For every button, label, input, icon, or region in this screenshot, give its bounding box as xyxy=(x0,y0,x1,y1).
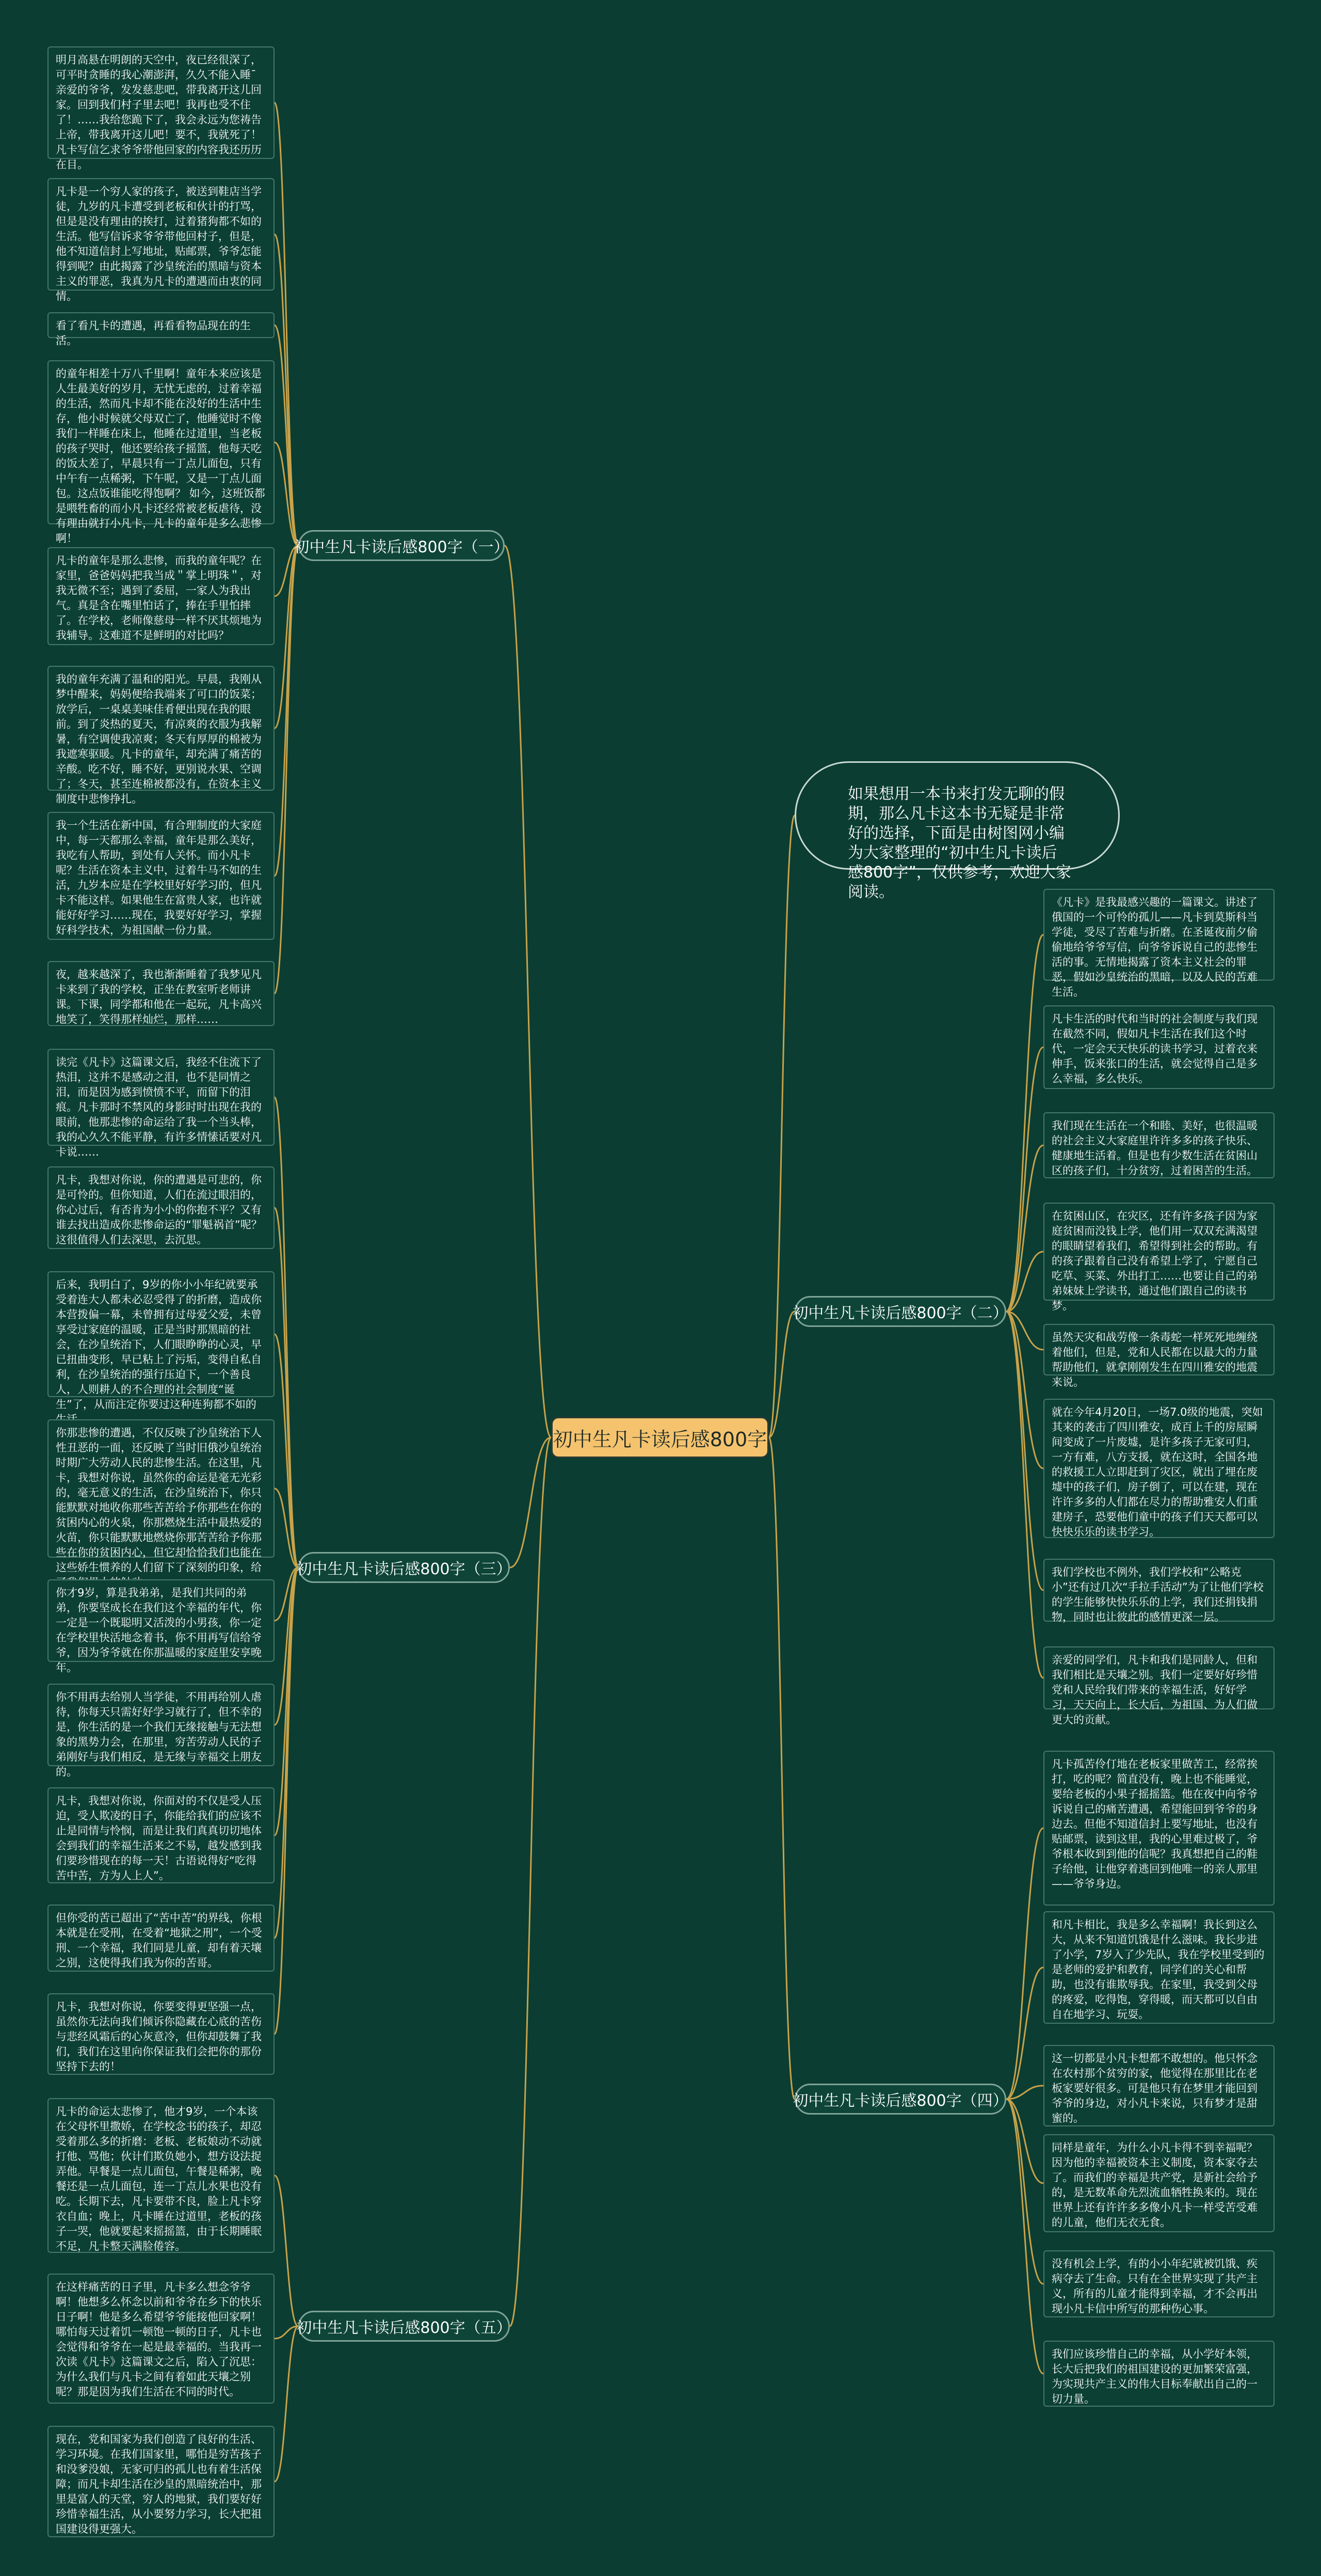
branch-1-leaf-6[interactable]: 我的童年充满了温和的阳光。早晨，我刚从梦中醒来，妈妈便给我端来了可口的饭菜；放学后，一桌桌美味佳肴便出现在我的眼前。到了炎热的夏天，有凉爽的衣服为我解暑，有空调使我凉爽；冬天有厚厚的棉被为我遮寒驱暖。凡卡的童年，却充满了痛苦的辛酸。吃不好，睡不好，更别说水果、空调了；冬天，甚至连棉被都没有，在资本主义制度中悲惨挣扎。 xyxy=(47,666,275,791)
intro-note: 如果想用一本书来打发无聊的假期，那么凡卡这本书无疑是非常好的选择，下面是由树图网小编为大家整理的“初中生凡卡读后感800字”，仅供参考，欢迎大家阅读。 xyxy=(795,761,1120,870)
branch-3-leaf-3[interactable]: 后来，我明白了，9岁的你小小年纪就要承受着连大人都未必忍受得了的折磨，造成你本营拨偏一幕，未曾拥有过母爱父爱，未曾享受过家庭的温暖，正是当时那黑暗的社会，在沙皇统治下，人们眼睁睁的心灵，早已扭曲变形，早已粘上了污垢，变得自私自利，在沙皇统治的强行压迫下，一个善良人，人则耕人的不合理的社会制度“诞生”了，从而注定你要过这种连狗都不如的 xyxy=(47,1271,275,1397)
branch-3-leaf-4[interactable]: 你那悲惨的遭遇，不仅反映了沙皇统治下人性丑恶的一面，还反映了当时旧俄沙皇统治时期广大劳动人民的悲惨生活。在这里，凡卡，我想对你说，虽然你的命运是毫无光彩的，毫无意义的生活，在沙皇统治下，你只能默默对地收你那些苦苦给予你那些在你的贫困内心的火泉，你那燃烧生活中最热爱的火苗，你只能默默地燃烧你那苦苦给予你那些在你的贫困内心，但它却恰恰我们也能在这些娇生惯养的人们留下了深刻的印象，给 xyxy=(47,1419,275,1558)
connector-branch-3-leaf-9 xyxy=(275,1567,298,2034)
connector-branch-5-leaf-3 xyxy=(275,2326,298,2482)
connector-branch-3-leaf-4 xyxy=(275,1489,298,1567)
connector-branch-3-leaf-7 xyxy=(275,1567,298,1835)
branch-3-leaf-8[interactable]: 但你受的苦已超出了“苦中苦”的界线，你根本就是在受刑，在受着“地狱之刑”，一个受刑、一个幸福，我们同是儿童，却有着天壤之别，这使得我们我为你的苦哥。 xyxy=(47,1905,275,1972)
connector-branch-2-leaf-3 xyxy=(1006,1145,1043,1311)
branch-4[interactable]: 初中生凡卡读后感800字（四） xyxy=(795,2084,1006,2115)
connector-branch-4-leaf-5 xyxy=(1006,2099,1043,2284)
branch-2-leaf-7[interactable]: 我们学校也不例外，我们学校和“公略克小”还有过几次“手拉手活动”为了让他们学校的学生能够快快乐乐的上学，我们还捐钱捐物，同时也让彼此的感情更深一层。 xyxy=(1043,1559,1275,1622)
connector-branch-2-leaf-7 xyxy=(1006,1311,1043,1590)
branch-1-leaf-4[interactable]: 的童年相差十万八千里啊！童年本来应该是人生最美好的岁月，无忧无虑的，过着幸福的生活，然而凡卡却不能在没好的生活中生存，他小时候就父母双亡了，他睡觉时不像我们一样睡在床上，他睡在过道里，当老板的孩子哭时，他还要给孩子摇篮，他每天吃的饭太差了，早晨只有一丁点儿面包，只有中午有一点稀粥，下午呢，又是一丁点儿面包。这点饭谁能吃得饱啊？ 如今，这班饭都是喂牲畜的而小凡卡还经常被老板虐待，没有理由就打小凡卡，凡卡的童年是多么悲惨啊！ xyxy=(47,360,275,524)
connector-branch-3-leaf-6 xyxy=(275,1567,298,1725)
branch-4-leaf-2[interactable]: 和凡卡相比，我是多么幸福啊！我长到这么大，从来不知道饥饿是什么滋味。我长步进了小学，7岁入了少先队，我在学校里受到的是老师的爱护和教育，同学们的关心和帮助，也没有谁欺辱我。在家里，我受到父母的疼爱，吃得饱，穿得暖，而天都可以自由自在地学习、玩耍。 xyxy=(1043,1911,1275,2024)
connector-branch-1-leaf-7 xyxy=(275,546,298,876)
branch-3[interactable]: 初中生凡卡读后感800字（三） xyxy=(298,1552,510,1583)
branch-5-leaf-1[interactable]: 凡卡的命运太悲惨了，他才9岁，一个本该在父母怀里撒娇，在学校念书的孩子，却忍受着那么多的折磨：老板、老板娘动不动就打他、骂他；伙计们欺负她小，想方设法捉弄他。早餐是一点儿面包，午餐是稀粥，晚餐还是一点儿面包，连一丁点儿水果也没有吃。长期下去，凡卡要带不良，脸上凡卡穿衣自血；晚上，凡卡睡在过道里，老板的孩子一哭，他就要起来摇摇篮，由于长期睡眠不足，凡卡整天满脸倦容。 xyxy=(47,2098,275,2253)
branch-3-leaf-1[interactable]: 读完《凡卡》这篇课文后，我经不住流下了热泪，这并不是感动之泪，也不是同情之泪，而是因为感到愤愤不平，而留下的泪痕。凡卡那时不禁风的身影时时出现在我的眼前，他那悲惨的命运给了我一个当头棒，我的心久久不能平静，有许多情愫话要对凡卡说…… xyxy=(47,1049,275,1146)
branch-2-leaf-3[interactable]: 我们现在生活在一个和睦、美好，也很温暖的社会主义大家庭里许许多多的孩子快乐、健康地生活着。但是也有少数生活在贫困山区的孩子们，十分贫穷，过着困苦的生活。 xyxy=(1043,1112,1275,1178)
branch-3-leaf-7[interactable]: 凡卡，我想对你说，你面对的不仅是受人压迫，受人欺凌的日子，你能给我们的应该不止是同情与怜悯，而是让我们真真切切地体会到我们的幸福生活来之不易，越发感到我们要珍惜现在的每一天！古语说得好“吃得苦中苦，方为人上人”。 xyxy=(47,1787,275,1883)
branch-4-leaf-4[interactable]: 同样是童年，为什么小凡卡得不到幸福呢？因为他的幸福被资本主义制度，资本家夺去了。而我们的幸福是共产党，是新社会给予的，是无数革命先烈流血牺牲换来的。现在世界上还有许许多多像小凡卡一样受苦受难的儿童，他们无衣无食。 xyxy=(1043,2134,1275,2232)
branch-2-leaf-5[interactable]: 虽然天灾和战劳像一条毒蛇一样死死地缠绕着他们，但是，党和人民都在以最大的力量帮助他们，就拿刚刚发生在四川雅安的地震来说。 xyxy=(1043,1324,1275,1375)
branch-2-leaf-8[interactable]: 亲爱的同学们，凡卡和我们是同龄人，但和我们相比是天壤之别。我们一定要好好珍惜党和人民给我们带来的幸福生活，好好学习，天天向上，长大后，为祖国、为人们做更大的贡献。 xyxy=(1043,1646,1275,1709)
connector-branch-3-leaf-3 xyxy=(275,1334,298,1567)
connector-branch-2-leaf-6 xyxy=(1006,1311,1043,1468)
connector-branch-5-leaf-1 xyxy=(275,2175,298,2326)
connector-root-branch-1 xyxy=(505,546,551,1437)
connector-branch-5-leaf-2 xyxy=(275,2326,298,2339)
connector-branch-1-leaf-8 xyxy=(275,546,298,994)
connector-branch-1-leaf-1 xyxy=(275,103,298,546)
connector-branch-2-leaf-2 xyxy=(1006,1047,1043,1311)
connector-branch-1-leaf-2 xyxy=(275,234,298,546)
branch-3-leaf-9[interactable]: 凡卡，我想对你说，你要变得更坚强一点，虽然你无法向我们倾诉你隐藏在心底的苦伤与悲经风霜后的心灰意冷，但你却鼓舞了我们，我们在这里向你保证我们会把你的那份坚持下去的！ xyxy=(47,1993,275,2075)
connector-branch-1-leaf-6 xyxy=(275,546,298,728)
root-topic[interactable]: 初中生凡卡读后感800字 xyxy=(551,1417,769,1458)
connector-branch-2-leaf-8 xyxy=(1006,1311,1043,1678)
branch-2-leaf-2[interactable]: 凡卡生活的时代和当时的社会制度与我们现在截然不同，假如凡卡生活在我们这个时代，一定会天天快乐的读书学习，过着衣来伸手，饭来张口的生活，就会觉得自己是多么幸福，多么快乐。 xyxy=(1043,1005,1275,1089)
branch-5[interactable]: 初中生凡卡读后感800字（五） xyxy=(298,2311,510,2342)
connector-branch-4-leaf-6 xyxy=(1006,2099,1043,2374)
connector-root-intro-note xyxy=(769,815,795,1437)
branch-2[interactable]: 初中生凡卡读后感800字（二） xyxy=(795,1296,1006,1327)
connector-branch-2-leaf-1 xyxy=(1006,935,1043,1311)
connector-branch-2-leaf-4 xyxy=(1006,1252,1043,1311)
branch-1-leaf-5[interactable]: 凡卡的童年是那么悲惨，而我的童年呢？在家里，爸爸妈妈把我当成＂掌上明珠＂，对我无微不至；遇到了委屈，一家人为我出气。真是含在嘴里怕话了，捧在手里怕摔了。在学校，老师像慈母一样不厌其烦地为我辅导。这难道不是鲜明的对比吗？ xyxy=(47,547,275,645)
branch-1-leaf-8[interactable]: 夜，越来越深了，我也渐渐睡着了我梦见凡卡来到了我的学校，正坐在教室听老师讲课。下课，同学都和他在一起玩，凡卡高兴地笑了，笑得那样灿烂，那样…… xyxy=(47,961,275,1026)
branch-2-leaf-6[interactable]: 就在今年4月20日，一场7.0级的地震，突如其来的袭击了四川雅安，成百上千的房屋瞬间变成了一片废墟，是许多孩子无家可归，一方有难，八方支援，就在这时，全国各地的救援工人立即赶到了灾区，就出了埋在废墟中的孩子们，房子倒了，可以在建，现在许许多多的人们都在尽力的帮助雅安人们重建房子，恐要他们童中的孩子们天天都可以快快乐乐的读书学习。 xyxy=(1043,1399,1275,1538)
connector-root-branch-3 xyxy=(510,1437,551,1567)
connector-root-branch-2 xyxy=(769,1311,795,1437)
branch-1-leaf-3[interactable]: 看了看凡卡的遭遇，再看看物品现在的生活。 xyxy=(47,312,275,338)
connector-root-branch-4 xyxy=(769,1437,795,2099)
connector-branch-4-leaf-1 xyxy=(1006,1828,1043,2099)
branch-3-leaf-6[interactable]: 你不用再去给别人当学徒，不用再给别人虐待，你每天只需好好学习就行了，但不幸的是，你生活的是一个我们无缘接触与无法想象的黑势力会，在那里，穷苦劳动人民的子弟刚好与我们相反，是无缘与幸福交上朋友的。 xyxy=(47,1684,275,1766)
connector-branch-2-leaf-5 xyxy=(1006,1311,1043,1350)
branch-5-leaf-2[interactable]: 在这样痛苦的日子里，凡卡多么想念爷爷啊！他想多么怀念以前和爷爷在乡下的快乐日子啊！他是多么希望爷爷能接他回家啊！哪怕每天过着饥一顿饱一顿的日子，凡卡也会觉得和爷爷在一起是最幸福的。当我再一次读《凡卡》这篇课文之后，陷入了沉思：为什么我们与凡卡之间有着如此天壤之别呢？那是因为我们生活在不同的时代。 xyxy=(47,2274,275,2404)
branch-4-leaf-5[interactable]: 没有机会上学，有的小小年纪就被饥饿、疾病夺去了生命。只有在全世界实现了共产主义，所有的儿童才能得到幸福，才不会再出现小凡卡信中所写的那种伤心事。 xyxy=(1043,2250,1275,2317)
branch-4-leaf-1[interactable]: 凡卡孤苦伶仃地在老板家里做苦工，经常挨打，吃的呢？简直没有，晚上也不能睡觉，要给老板的小果子摇摇篮。他在夜中向爷爷诉说自己的痛苦遭遇，希望能回到爷爷的身边去。但他不知道信封上要写地址，也没有贴邮票，读到这里，我的心里难过极了，爷爷根本收到到他的信呢？我真想把自己的鞋子给他，让他穿着逃回到他唯一的亲人那里——爷爷身边。 xyxy=(1043,1751,1275,1906)
connector-branch-4-leaf-4 xyxy=(1006,2099,1043,2183)
connector-branch-3-leaf-2 xyxy=(275,1208,298,1567)
branch-3-leaf-2[interactable]: 凡卡，我想对你说，你的遭遇是可悲的，你是可怜的。但你知道，人们在流过眼泪的，你心过后，有否肯为小小的你抱不平？又有谁去找出造成你悲惨命运的“罪魁祸首”呢？这很值得人们去深思，去沉思。 xyxy=(47,1166,275,1249)
connector-branch-3-leaf-1 xyxy=(275,1097,298,1567)
connector-branch-4-leaf-2 xyxy=(1006,1967,1043,2099)
connector-branch-3-leaf-5 xyxy=(275,1567,298,1621)
branch-4-leaf-3[interactable]: 这一切都是小凡卡想都不敢想的。他只怀念在农村那个贫穷的家，他觉得在那里比在老板家要好很多。可是他只有在梦里才能回到爷爷的身边，对小凡卡来说，只有梦才是甜蜜的。 xyxy=(1043,2045,1275,2126)
connector-branch-1-leaf-3 xyxy=(275,325,298,546)
branch-2-leaf-1[interactable]: 《凡卡》是我最感兴趣的一篇课文。讲述了俄国的一个可怜的孤儿——凡卡到莫斯科当学徒，受尽了苦难与折磨。在圣诞夜前夕偷偷地给爷爷写信，向爷爷诉说自己的悲惨生活的事。无情地揭露了资本主义社会的罪恶，假如沙皇统治的黑暗，以及人民的苦难生活。 xyxy=(1043,889,1275,981)
branch-3-leaf-5[interactable]: 你才9岁，算是我弟弟，是我们共同的弟弟，你要坚成长在我们这个幸福的年代，你一定是一个既聪明又活泼的小男孩，你一定在学校里快活地念着书，你不用再写信给爷爷，因为爷爷就在你那温暖的家庭里安享晚年。 xyxy=(47,1579,275,1662)
connector-branch-4-leaf-3 xyxy=(1006,2086,1043,2099)
branch-1-leaf-7[interactable]: 我一个生活在新中国，有合理制度的大家庭中，每一天都那么幸福，童年是那么美好，我吃有人帮助，到处有人关怀。而小凡卡呢？生活在资本主义中，过着牛马不如的生活，九岁本应是在学校里好好学习的，但凡卡不能这样。如果他生在富贵人家，也许就能好好学习……现在，我要好好学习，掌握好科学技术，为祖国献一份力量。 xyxy=(47,812,275,940)
connector-root-branch-5 xyxy=(510,1437,551,2326)
branch-5-leaf-3[interactable]: 现在，党和国家为我们创造了良好的生活、学习环境。在我们国家里，哪怕是穷苦孩子和没爹没娘，无家可归的孤儿也有着生活保障；而凡卡却生活在沙皇的黑暗统治中，那里是富人的天堂，穷人的地狱，我们要好好珍惜幸福生活，从小要努力学习，长大把祖国建设得更强大。 xyxy=(47,2426,275,2537)
branch-1[interactable]: 初中生凡卡读后感800字（一） xyxy=(298,530,505,561)
connector-branch-1-leaf-4 xyxy=(275,442,298,546)
branch-4-leaf-6[interactable]: 我们应该珍惜自己的幸福，从小学好本领，长大后把我们的祖国建设的更加繁荣富强，为实现共产主义的伟大目标奉献出自己的一切力量。 xyxy=(1043,2341,1275,2407)
branch-1-leaf-2[interactable]: 凡卡是一个穷人家的孩子，被送到鞋店当学徒，九岁的凡卡遭受到老板和伙计的打骂，但是是没有理由的挨打，过着猪狗都不如的生活。他写信诉求爷爷带他回村子，但是，他不知道信封上写地址，贴邮票，爷爷怎能得到呢？由此揭露了沙皇统治的黑暗与资本主义的罪恶，我真为凡卡的遭遇而由衷的同情。 xyxy=(47,178,275,291)
branch-2-leaf-4[interactable]: 在贫困山区，在灾区，还有许多孩子因为家庭贫困而没钱上学，他们用一双双充满渴望的眼睛望着我们，希望得到社会的帮助。有的孩子跟着自己没有希望上学了，宁愿自己吃草、买菜、外出打工……也要让自己的弟弟妹妹上学读书，通过他们跟自己的读书梦。 xyxy=(1043,1203,1275,1301)
connector-branch-3-leaf-8 xyxy=(275,1567,298,1938)
branch-1-leaf-1[interactable]: 明月高悬在明朗的天空中，夜已经很深了，可平时贪睡的我心潮澎湃，久久不能入睡ˉ亲爱的爷爷，发发慈悲吧，带我离开这儿回家。回到我们村子里去吧！我再也受不住了！……我给您跪下了，我会永远为您祷告上帝，带我离开这儿吧！要不，我就死了！凡卡写信乞求爷爷带他回家的内容我还历历在目。 xyxy=(47,46,275,159)
